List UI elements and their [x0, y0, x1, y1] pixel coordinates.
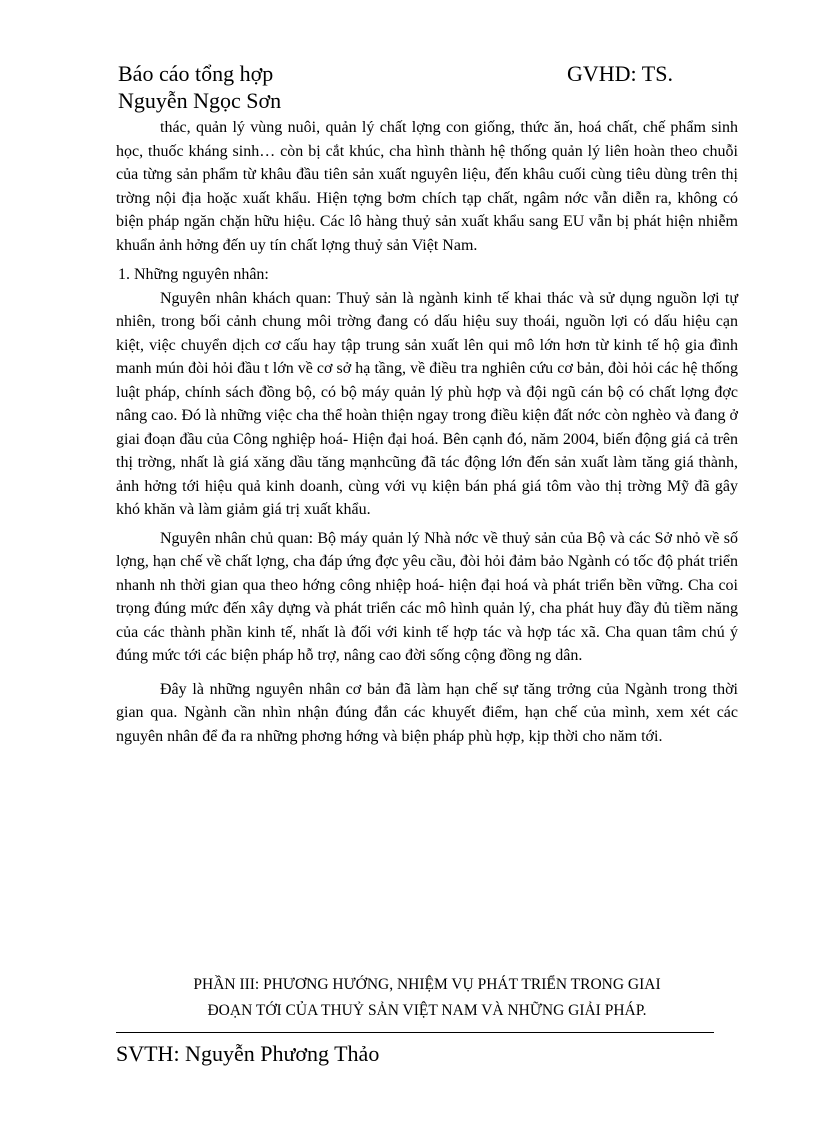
supervisor-name: Nguyễn Ngọc Sơn [118, 88, 282, 113]
section-heading [116, 972, 738, 1024]
footer-divider [116, 1032, 714, 1033]
paragraph-objective-causes: Nguyên nhân khách quan: Thuỷ sản là ngành kinh tế khai thác và sử dụng nguồn lợi tự nhiên, trong bối cảnh chung môi trờng đang có dấu hiệu suy thoái, nguồn lợi có dấu hiệu cạn kiệt, việc chuyển dịch cơ cấu hay tập trung sản xuất lên qui mô lớn hơn từ kinh tế hộ gia đình manh mún đòi hỏi đầu t lớn về cơ sở hạ tầng, về điều tra nghiên cứu cơ bản, đòi hỏi các hệ thống luật pháp, chính sách đồng bộ, có bộ máy quản lý phù hợp và đội ngũ cán bộ có chất lợng đợc nâng cao. Đó là những việc cha thể hoàn thiện ngay trong điều kiện đất nớc còn nghèo và đang ở giai đoạn đầu của Công nghiệp hoá- Hiện đại hoá. Bên cạnh đó, năm 2004, biến động giá cả trên thị trờng, nhất là giá xăng dầu tăng mạnhcũng đã tác động lớn đến sản xuất làm tăng giá thành, ảnh hởng tới hiệu quả kinh doanh, cùng với vụ kiện bán phá giá tôm vào thị trờng Mỹ đã gây khó khăn và làm giảm giá trị xuất khẩu. [116, 289, 738, 518]
paragraph-conclusion: Đây là những nguyên nhân cơ bản đã làm hạn chế sự tăng trởng của Ngành trong thời gian qua. Ngành cần nhìn nhận đúng đắn các khuyết điểm, hạn chế của mình, xem xét các nguyên nhân để đa ra những phơng hớng và biện pháp phù hợp, kịp thời cho năm tới. [116, 680, 738, 745]
supervisor-label: GVHD: TS. [567, 61, 673, 86]
paragraph-continuation: thác, quản lý vùng nuôi, quản lý chất lợng con giống, thức ăn, hoá chất, chế phẩm sinh học, thuốc kháng sinh… còn bị cắt khúc, cha hình thành hệ thống quản lý liên hoàn theo chuỗi của từng sản phẩm từ khâu đầu tiên sản xuất nguyên liệu, đến khâu cuối cùng tiêu dùng trên thị trờng nội địa hoặc xuất khẩu. Hiện tợng bơm chích tạp chất, ngâm nớc vẫn diễn ra, không có biện pháp ngăn chặn hữu hiệu. Các lô hàng thuỷ sản xuất khẩu sang EU vẫn bị phát hiện nhiễm khuẩn ảnh hởng đến uy tín chất lợng thuỷ sản Việt Nam. [116, 119, 738, 254]
body-text [116, 116, 738, 748]
list-item-causes: 1. Những nguyên nhân: [118, 266, 269, 283]
section-heading-line2: ĐOẠN TỚI CỦA THUỶ SẢN VIỆT NAM VÀ NHỮNG GIẢI PHÁP. [207, 1002, 647, 1019]
paragraph-subjective-causes: Nguyên nhân chủ quan: Bộ máy quản lý Nhà nớc về thuỷ sản của Bộ và các Sở nhỏ về số lợng, hạn chế về chất lợng, cha đáp ứng đợc yêu cầu, đòi hỏi đảm bảo Ngành có tốc độ phát triển nhanh nh thời gian qua theo hớng công nhiệp hoá- hiện đại hoá và phát triển bền vững. Cha coi trọng đúng mức đến xây dựng và phát triển các mô hình quản lý, cha phát huy đầy đủ tiềm năng của các thành phần kinh tế, nhất là đối với kinh tế hợp tác và hợp tác xã. Cha quan tâm chú ý đúng mức tới các biện pháp hỗ trợ, nâng cao đời sống cộng đồng ng dân. [116, 529, 738, 664]
page-footer: SVTH: Nguyễn Phương Thảo [116, 1041, 380, 1066]
report-title: Báo cáo tổng hợp [118, 61, 274, 86]
page-header [118, 60, 718, 114]
section-heading-line1: PHẦN III: PHƯƠNG HƯỚNG, NHIỆM VỤ PHÁT TRIỂN TRONG GIAI [193, 976, 661, 993]
